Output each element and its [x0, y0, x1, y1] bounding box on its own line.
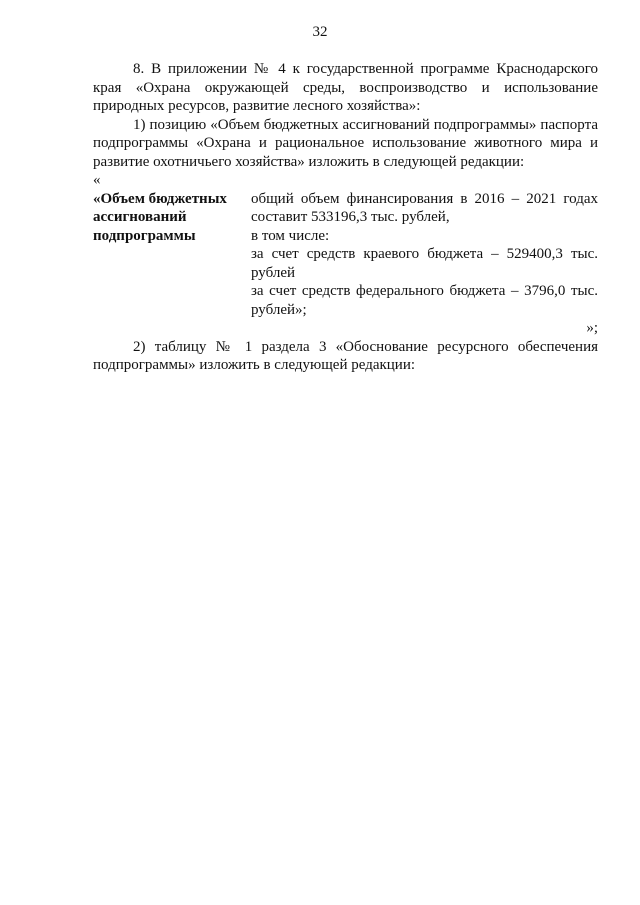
opening-quote-mark: «: [93, 172, 101, 188]
page-number: 32: [312, 24, 328, 40]
funding-federal: за счет средств федерального бюджета – 3796,0 тыс. рублей»;: [251, 283, 598, 318]
funding-total: общий объем финансирования в 2016 – 2021 годах составит 533196,3 тыс. рублей,: [251, 190, 598, 225]
passport-label: «Объем бюджетных ассигнований подпрограммы: [93, 190, 227, 244]
passport-value: [251, 190, 598, 320]
closing-quote-mark: »;: [586, 320, 598, 336]
funding-including: в том числе:: [251, 227, 330, 244]
paragraph-subitem-1: 1) позицию «Объем бюджетных ассигнований подпрограммы» паспорта подпрограммы «Охрана и рациональное использование животного мира и развитие охотничьего хозяйства» изложить в следующей редакции:: [93, 116, 598, 170]
paragraph-item-8: 8. В приложении № 4 к государственной программе Краснодарского края «Охрана окружающей среды, воспроизводство и использование природных ресурсов, развитие лесного хозяйства»:: [93, 61, 598, 114]
paragraph-subitem-2: 2) таблицу № 1 раздела 3 «Обоснование ресурсного обеспечения подпрограммы» изложить в следующей редакции:: [93, 338, 598, 373]
funding-regional: за счет средств краевого бюджета – 529400,3 тыс. рублей: [251, 246, 598, 281]
passport-position-block: [93, 190, 598, 320]
document-body: [93, 60, 598, 375]
